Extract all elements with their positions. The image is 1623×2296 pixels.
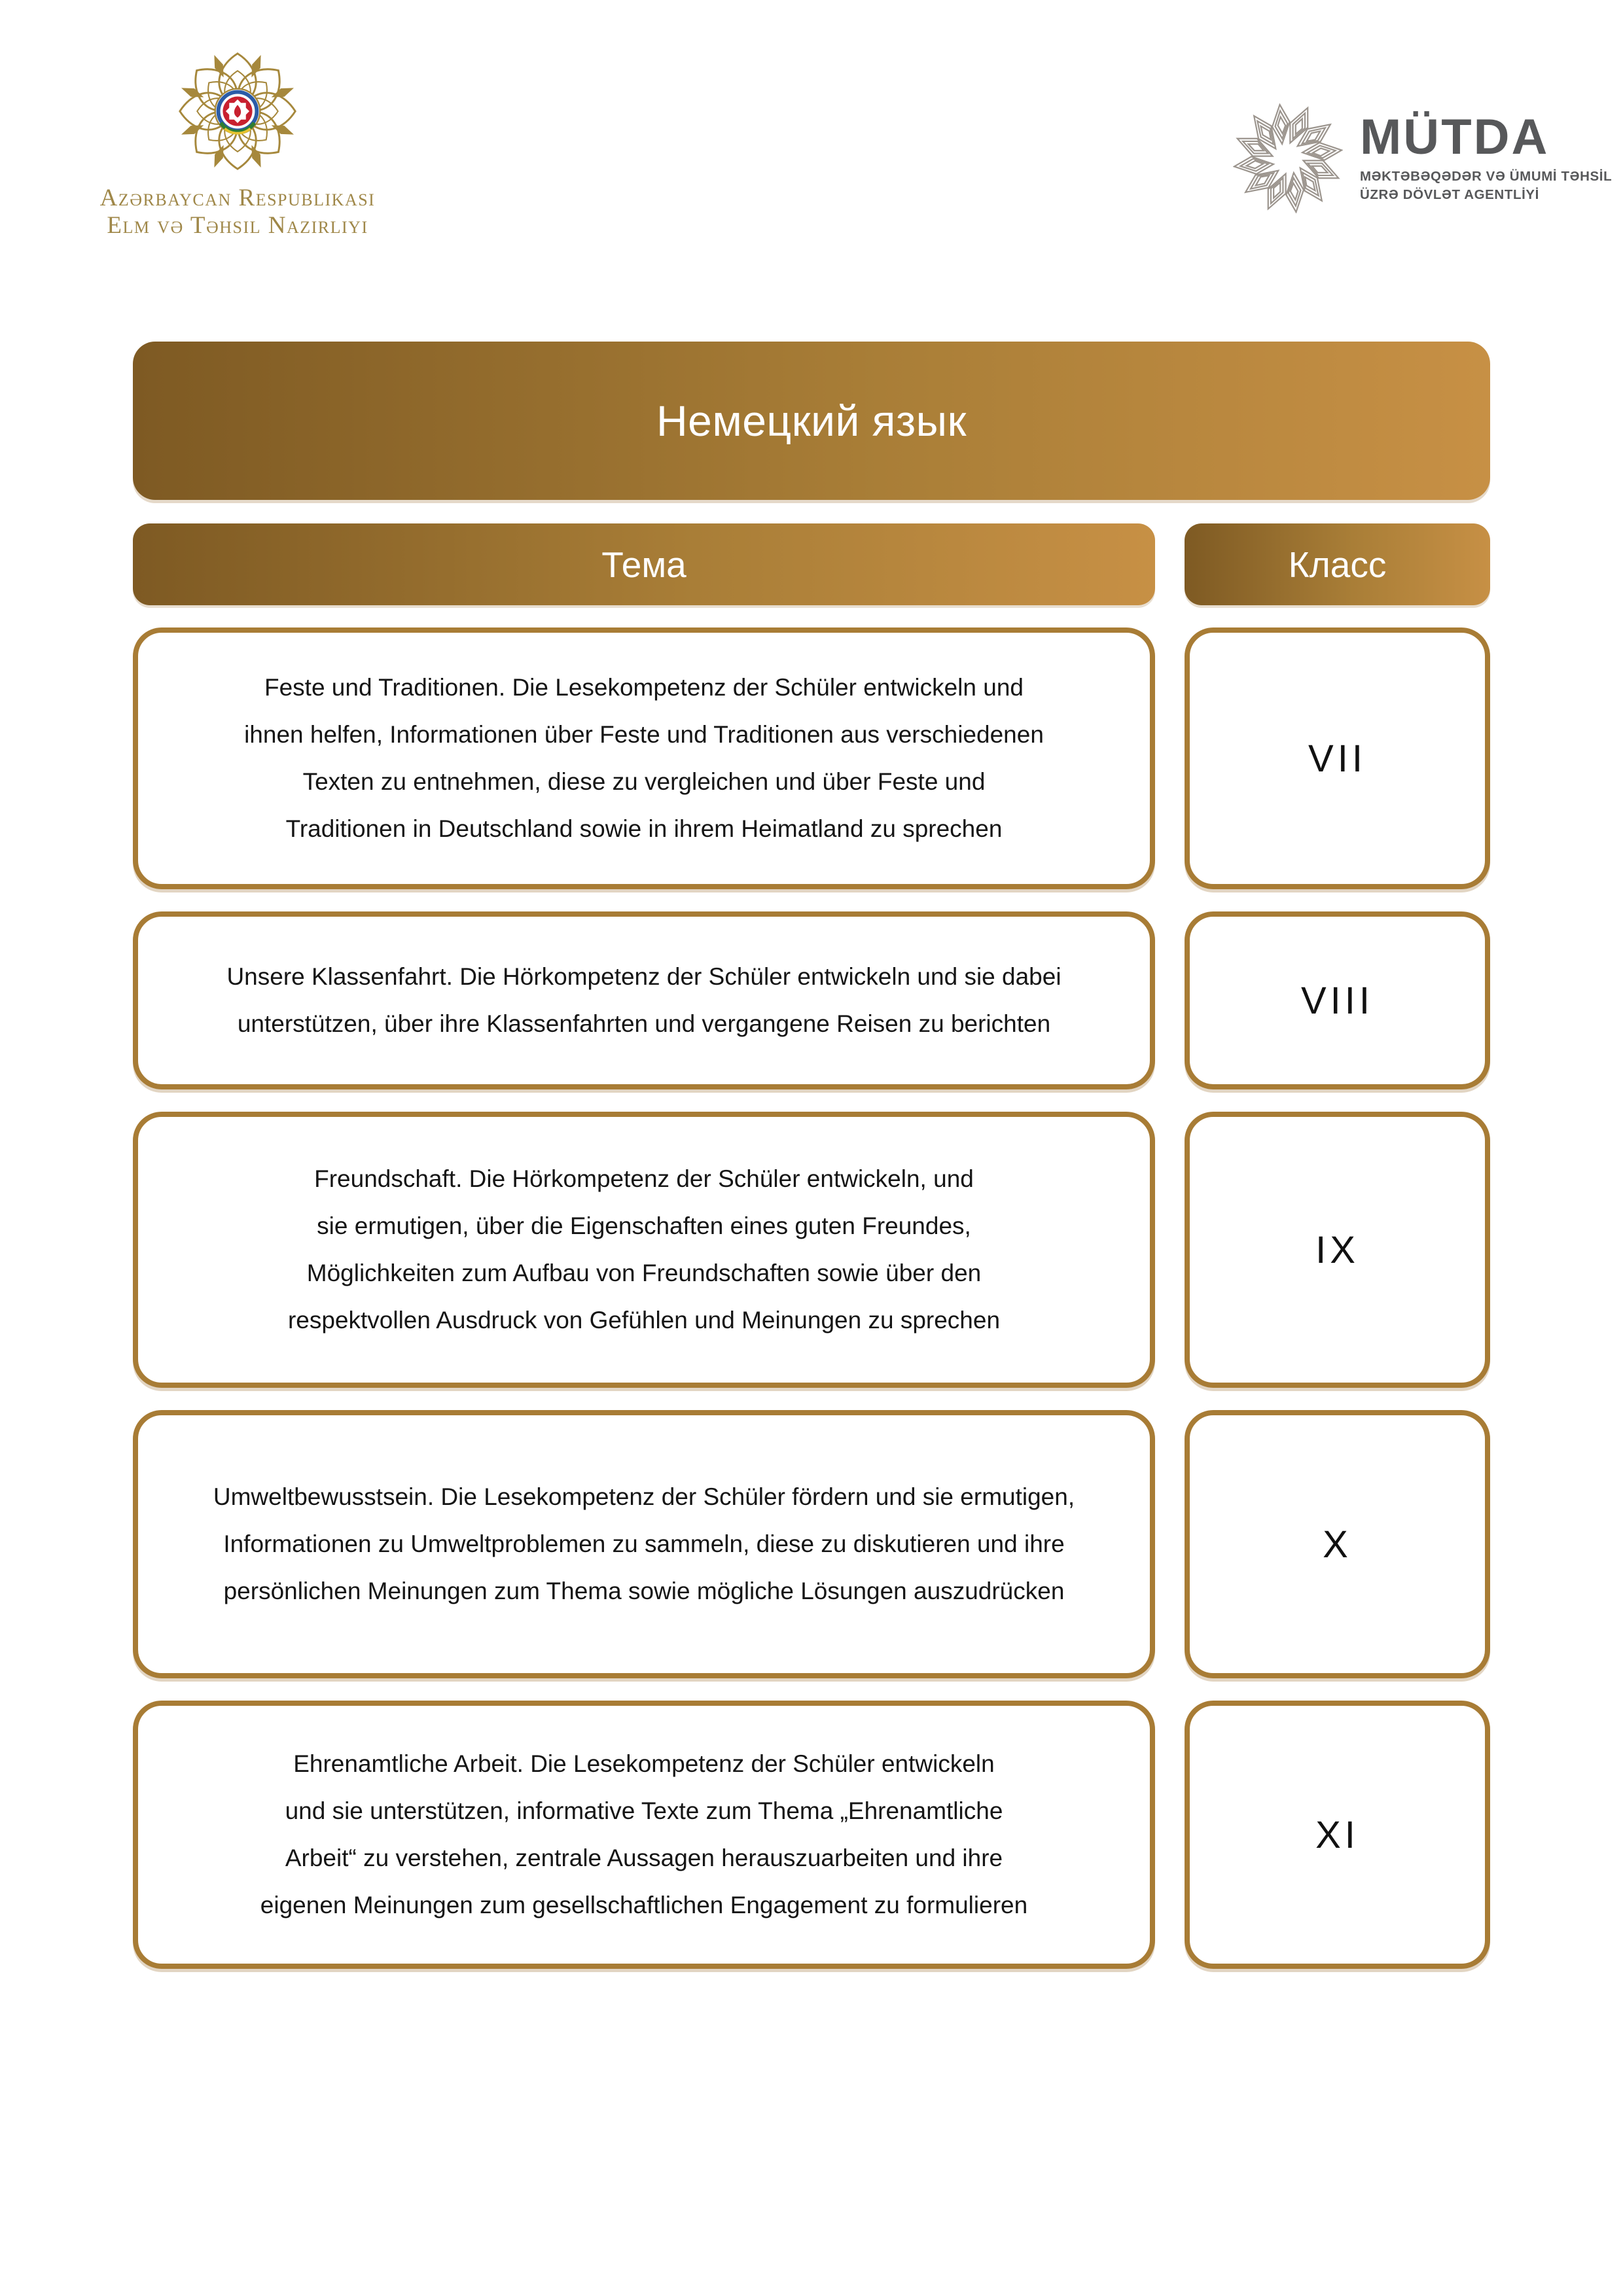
- subject-title-banner: [133, 342, 1490, 500]
- class-cell: VIII: [1185, 911, 1490, 1089]
- agency-subtitle-line2: ÜZRƏ DÖVLƏT AGENTLİYİ: [1360, 187, 1539, 202]
- class-column-header: Класс: [1185, 523, 1490, 605]
- topic-cell: Freundschaft. Die Hörkompetenz der Schüler entwickeln, und sie ermutigen, über die Eigenschaften eines guten Freundes, Möglichkeiten zum Aufbau von Freundschaften sowie über den respektvollen Ausdruck von Gefühlen und Meinungen zu sprechen: [133, 1112, 1155, 1388]
- ministry-logo: [77, 47, 398, 239]
- agency-logo: [1233, 103, 1612, 213]
- topic-cell: Ehrenamtliche Arbeit. Die Lesekompetenz der Schüler entwickeln und sie unterstützen, informative Texte zum Thema „Ehrenamtliche Arbeit“ zu verstehen, zentrale Aussagen herauszuarbeiten und ihre eigenen Meinungen zum gesellschaftlichen Engagement zu formulieren: [133, 1701, 1155, 1969]
- subject-title: Немецкий язык: [656, 397, 967, 445]
- table-row: [133, 911, 1490, 1089]
- main-content: [133, 342, 1490, 1969]
- table-header-row: [133, 523, 1490, 605]
- topic-cell: Unsere Klassenfahrt. Die Hörkompetenz der Schüler entwickeln und sie dabei unterstützen, über ihre Klassenfahrten und vergangene Reisen zu berichten: [133, 911, 1155, 1089]
- topic-cell: Feste und Traditionen. Die Lesekompetenz der Schüler entwickeln und ihnen helfen, Informationen über Feste und Traditionen aus verschiedenen Texten zu entnehmen, diese zu vergleichen und über Feste und Traditionen in Deutschland sowie in ihrem Heimatland zu sprechen: [133, 627, 1155, 889]
- topic-column-header: Тема: [133, 523, 1155, 605]
- class-cell: X: [1185, 1410, 1490, 1678]
- table-row: [133, 1112, 1490, 1388]
- topic-cell: Umweltbewusstsein. Die Lesekompetenz der Schüler fördern und sie ermutigen, Informationen zu Umweltproblemen zu sammeln, diese zu diskutieren und ihre persönlichen Meinungen zum Thema sowie mögliche Lösungen auszudrücken: [133, 1410, 1155, 1678]
- table-row: [133, 627, 1490, 889]
- table-row: [133, 1701, 1490, 1969]
- agency-subtitle-line1: MƏKTƏBƏQƏDƏR VƏ ÜMUMİ TƏHSİL: [1360, 169, 1613, 184]
- agency-wordmark: MÜTDA: [1360, 109, 1550, 165]
- table-row: [133, 1410, 1490, 1678]
- agency-flower-icon: [1233, 103, 1343, 213]
- class-cell: XI: [1185, 1701, 1490, 1969]
- ministry-emblem-icon: [173, 47, 302, 175]
- class-cell: VII: [1185, 627, 1490, 889]
- ministry-name-line1: Azərbaycan Respublikası: [99, 185, 376, 211]
- class-cell: IX: [1185, 1112, 1490, 1388]
- ministry-name-line2: Elm və Təhsil Nazirliyi: [107, 212, 368, 239]
